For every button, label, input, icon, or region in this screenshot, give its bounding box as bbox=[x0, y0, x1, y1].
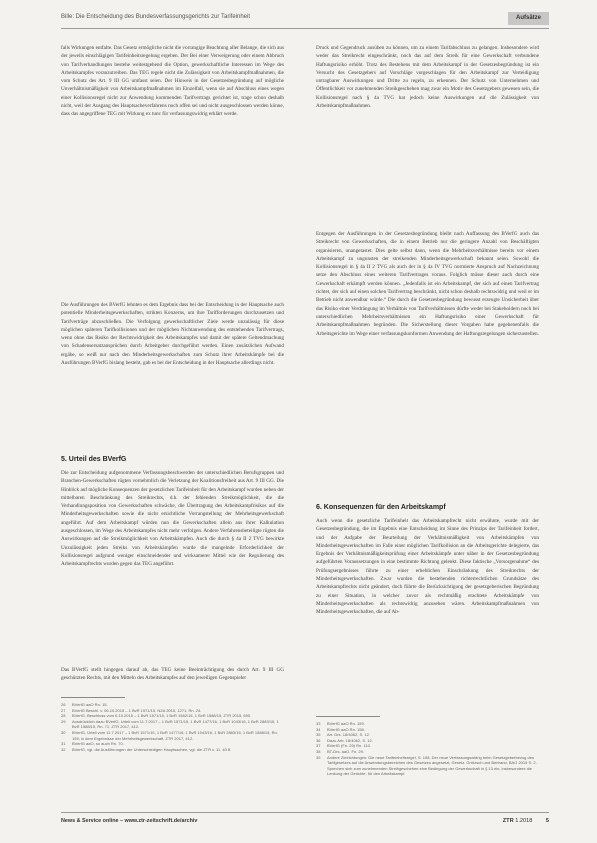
footnote-text: BVerfG aaO, so auch Rn. 70. bbox=[72, 741, 124, 747]
footnote-number: 27 bbox=[61, 707, 66, 713]
footnote bbox=[61, 730, 284, 741]
footnote-text: Andere Zielrichtungen: Die neue Tarifeinheitsregel, S. 158. Der neue Verfassungswidrig beim Gesetzgeberbezug des Tarifgesetzes auf die Anwendungsbereichen des Gesetzes angesetzt, Gesetz. Grötzsch und Bertrand, BAG 2015 S. 2. Sprechen sich zum zunehmenden Streikgeschehen eine Bedingung der Gewerkschaft in § 13 ein, insbesondere die Lenkung der Gerichte, für den Arbeitskampf. bbox=[327, 754, 537, 777]
footnote-text: BVerfG, vgl. die Ausführungen der Unterschiedigen Hauptsachen, vgl. die ZTR v. 11. 40 ff. bbox=[72, 746, 232, 752]
page-number: 5 bbox=[545, 818, 549, 824]
footer-rule bbox=[61, 812, 549, 813]
footnote-number: 31 bbox=[61, 741, 66, 747]
footnote bbox=[316, 755, 539, 777]
section-badge: Aufsätze bbox=[508, 12, 549, 25]
footnote-list bbox=[61, 702, 284, 752]
footnote-rule bbox=[61, 697, 125, 698]
footnote-number: 34 bbox=[316, 726, 321, 732]
footnote-text: Art. Drs. 18/4062, S. 12. bbox=[327, 732, 370, 738]
footnote-number: 29 bbox=[61, 718, 66, 724]
footnote-number: 35 bbox=[316, 732, 321, 738]
left-column bbox=[61, 44, 284, 752]
footer-service-label: News & Service online – bbox=[61, 818, 124, 824]
body-paragraph: falls Wirkungen entfalte. Das Gesetz ermögliche nicht die vorrangige Beachtung aller Belange, die sich aus der jeweils einschlägigen Tarifeinheitsregelung ergeben. Der Bei einer Verweigerung oder einem Abbruch von Tarifverhandlungen bestehe weitestgehend die Option, gewerkschaftliche Interessen im Wege des Arbeitskampfes voranzutreiben. Das TEG regele nicht die Zulässigkeit von Arbeitskampfmaßnahmen, die vom Schutz des Art. 9 III GG umfasst seien. Der Hinweis in der Gesetzesbegründung auf mögliche Unverhältnismäßigkeit von Arbeitskampfmaßnahmen im Einzelfall, wenn sie auf Abschluss eines wegen einer Kollisionsregel nicht zur Anwendung kommenden Tarifvertrags gerichtet ist, trage schon deshalb nicht, weil der Ausgang des Hauptsacheverfahrens noch offen sei und nicht ausgeschlossen werden könne, dass das angegriffene TEG mit Wirkung ex tunc für verfassungswidrig erklärt werde. bbox=[61, 45, 284, 118]
footnote-number: 26 bbox=[61, 702, 66, 707]
footnote-text: BVerfG, Beschluss vom 6.10.2015 – 1 BvR 1571/15, 1 BvR 1582/15, 1 BvR 1588/15, ZTR 2015, 690. bbox=[72, 713, 252, 719]
footnote-text: Dazu Arb. 18/4062, S. 12. bbox=[327, 737, 373, 743]
running-title: Bille: Die Entscheidung des Bundesverfassungsgerichts zur Tarifeinheit bbox=[61, 14, 250, 20]
body-paragraph: Die Ausführungen des BVerfG lehnten es dem Ergebnis dass bei der Entscheidung in der Hauptsache auch potentielle Minderheitsgewerkschaften, strikten Konzerns, um ihre Tarifforderungen durchzusetzen und Tarifverträge abzuschließen. Die Verfolgung gewerkschaftlicher Ziele werde unzulässig für diese möglichen späteren Tarifkollisionen und der möglichen Nichtanwendung des entstehenden Tarifvertrags, wenn ohne das Risiko der Rechtswidrigkeit des Arbeitskampfes und damit der spätere Geltendmachung von Schadensersatzansprüchen durch Arbeitgeber durchgeführt werden. Einen zusätzlichen Aufwand ergäbe, so weiß nur nach den Minderheitsgewerkschaften zum Schutz ihrer Arbeitskämpfe bei die Ausführungen BVerfG bislang besteht, gab es bei der Entscheidung in der Hauptsache allerdings nicht. bbox=[61, 302, 284, 367]
footnote-number: 37 bbox=[316, 743, 321, 749]
footnote-number: 32 bbox=[61, 746, 66, 752]
section-heading: 6. Konsequenzen für den Arbeitskampf bbox=[316, 504, 446, 511]
footnote-rule bbox=[316, 716, 380, 717]
footnote-number: 36 bbox=[316, 737, 321, 743]
body-paragraph: Druck und Gegendruck ausüben zu können, um zu einem Tarifabschluss zu gelangen. Insbesondere wird weder das Streikrecht eingeschränkt, noch das auf dem Streik für eine Gewerkschaft verbundene Haftungsrisiko erhöht. Trotz des Bestehens mit dem Arbeitskampf in der Gesetzesbegründung ist ein Versucht des Gesetzgebers auf Vorschläge vorgeschlagen für den Arbeitskampf zur Verteidigung untragbarer Auswirkungen und Dritte zu regeln, zu erkennen. Der Schutz von Unternehmen und Öffentlichkeit vor zunehmenden Streikgeschehen mag zwar ein Motiv des Gesetzgebers gewesen sein, die Kollisionsregel nach § 4a TVG hat jedoch keine Auswirkungen auf die Zulässigkeit von Arbeitskampfmaßnahmen. bbox=[316, 45, 539, 110]
archive-link[interactable]: www.ztr-zeitschrift.de/archiv bbox=[124, 818, 198, 824]
body-paragraph: Entgegen der Ausführungen in der Gesetzesbegründung bleibt nach Auffassung des BVerfG auch das Streikrecht von Gewerkschaften, die in einem Betrieb nur die geringere Anzahl von Beschäftigten organisieren, unangetastet. Dies gelte selbst dann, wenn die Mehrheitsverhältnisse bereits vor einem Arbeitskampf zu ungunsten der streikenden Minderheitsgewerkschaft bekannt seien. Sowohl die Kollisionsregel in § 4a II 2 TVG als auch der in § 4a IV TVG normierte Anspruch auf Nachzeichnung setze den Abschluss eines weiteren Tarifvertrages voraus. Folglich müsse dieser auch durch eine Gewerkschaft erkämpft werden können. „Jedenfalls ist ein Arbeitskampf, der sich auf einen Tarifvertrag richtet, der sich auf einen solchen Tarifvertrag beschränkt, nicht schon deshalb rechtswidrig und weil er im Betrieb nicht anwendbar würde.“ Die durch die Gesetzesbegründung bewusst erzeugte Unsicherheit über das Risiko einer Verdrängung im Verhältnis von Tarifverhältnissen dürfte weder bei Stakeholdern noch bei unterschiedlichen Mehrheitsverhältnissen ein Haftungsrisiko einer Gewerkschaft für Arbeitskampfmaßnahmen begründen. Die Sicherstellung dieser Vorgaben habe gegebenenfalls die Arbeitsgerichte im Wege einer verfassungskonformen Anwendung der Haftungsregelungen sicherzustellen. bbox=[316, 231, 539, 337]
body-paragraph: Die zur Entscheidung aufgenommene Verfassungsbeschwerden der unterschiedlichen Berufsgruppen und Branchen-Gewerkschaften rügten vornehmlich die Verletzung der Koalitionsfreiheit aus Art. 9 III GG. Die Hinblick auf mögliche Konsequenzen der gesetzlichen Tarifeinheit für den Arbeitskampf wurden neben der mittelbaren Beschränkung des Streikrechts, d.h. der fehlenden Streikmöglichkeit, die die Verhandlungsposition von Gewerkschaften schwäche, die Übertragung des Arbeitskampfrisikos auf die Minderheitsgewerkschaften sowie die nicht ersichtliche Vorrangstellung der Mehrheitsgewerkschaft angeführt. Auf dem Arbeitskampf würden nun die Gewerkschaften allein aus ihrer Kalkulation ausgeschlossen, im Wege des Arbeitskampfes nicht mehr verfolgen. Andere Verfahrensbeteiligte rügten die Auswirkungen auf die Streikmöglichkeit von Arbeitskämpfen. Auch die durch § 4a II 2 TVG bewirkte Unzulässigkeit jeden Streiks von Arbeitskämpfen wurde die mangelnde Erforderlichkeit der Kollisionsregel aufgrund weniger einschneidender und wirksamerer Mittel wie der Regulierung des Arbeitskampfrechts wurden gegen das TEG angeführt. bbox=[61, 470, 284, 568]
page-footer bbox=[61, 818, 549, 828]
footnote-number: 39 bbox=[316, 754, 321, 760]
footnote-number: 28 bbox=[61, 713, 66, 719]
footnote-list bbox=[316, 721, 539, 777]
section-heading: 5. Urteil des BVerfG bbox=[61, 456, 127, 463]
footnote-text: BT-Drs. aaO. Fn. 29. bbox=[327, 748, 364, 754]
page-header bbox=[61, 13, 549, 25]
footnote-text: Ausdrücklich dazu BVerfG, Urteil vom 11.7.2017 – 1 BvR 1571/15, 1 BvR 1477/16, 1 BvR 1043/16, 1 BvR 2883/15, 1 BvR 1588/15, Rn. 71, ZTR 2017, 412. bbox=[72, 718, 279, 730]
footnote-number: 33 bbox=[316, 721, 321, 726]
body-paragraph: Auch wenn die gesetzliche Tarifeinheit das Arbeitskampfrecht nicht erwähnte, wurde mit der Gesetzesbegründung, die im Ergebnis eine Entscheidung im Sinne des Prinzips der Tarifeinheit fordert, und der Aufgabe der Beurteilung der Verhältnismäßigkeit von Arbeitskämpfen von Minderheitsgewerkschaften im Falle einer möglichen Tarifkollision an die Arbeitsgerichte delegierte, das Ergebnis der Verhältnismäßigkeitsprüfung einer Arbeitskämpfe unter näher in der Gesetzesbegründung aufgeführten Voraussetzungen in eine bestimmte Richtung gelenkt. Diese faktische „Vorsorgenahme“ des Prüfungsergebnisses führte zu einer erheblichen Einschränkung des Streikrechts der Minderheitsgewerkschaften. Zwar wurden die bestehenden richterrechtlichen Grundsätze des Arbeitskampfrechts nicht geändert, doch führte die Berücksichtigung der gesetzgeberischen Begründung zu einer Situation, in welcher zuvor als rechtmäßig erachtete Arbeitskämpfe von Minderheitsgewerkschaften als rechtswidrig anzusehen wären. Arbeitskampfmaßnahmen von Minderheitsgewerkschaften, die auf Ab- bbox=[316, 518, 539, 616]
journal-name: ZTR bbox=[502, 818, 514, 824]
issue-number: 1.2018 bbox=[515, 818, 533, 824]
footnote bbox=[61, 719, 284, 730]
footnote-text: BVerfG aaO Rn. 158. bbox=[327, 726, 365, 732]
footer-service bbox=[61, 818, 197, 824]
footer-citation bbox=[503, 818, 549, 824]
footnote-text: BVerfG aaO Rn. 159. bbox=[327, 721, 365, 726]
right-column bbox=[316, 44, 539, 777]
footnote-number: 38 bbox=[316, 748, 321, 754]
footnote-text: BVerfG, Urteil vom 11.7.2017 – 1 BvR 1571/15, 1 BvR 1477/16, 1 BvR 1043/16, 1 BvR 2883/15, 1 BvR 1588/15, Rn. 159; in dem Ergebnisse der Mehrheitsgewerkschaft, ZTR 2017, 412. bbox=[72, 729, 278, 741]
footnote-text: BVerfG aaO Rn. 15. bbox=[72, 702, 108, 707]
footnote-text: BVerfG Beschl. v. 06.10.2015 – 1 BvR 1571/15, NZA 2015, 1271, Rn. 24. bbox=[72, 707, 202, 713]
body-paragraph: Das BVerfG stellt hingegen darauf ab, das TEG keine Beeinträchtigung des durch Art. 9 III GG geschützten Rechts, mit den Mitteln des Arbeitskampfes auf den jeweiligen Gegenspieler bbox=[61, 667, 284, 682]
footnote-text: BVerfG (Fn. 29) Rn. 110. bbox=[327, 743, 371, 749]
header-rule bbox=[61, 28, 549, 29]
footnote bbox=[61, 747, 284, 753]
footnote-number: 30 bbox=[61, 729, 66, 735]
